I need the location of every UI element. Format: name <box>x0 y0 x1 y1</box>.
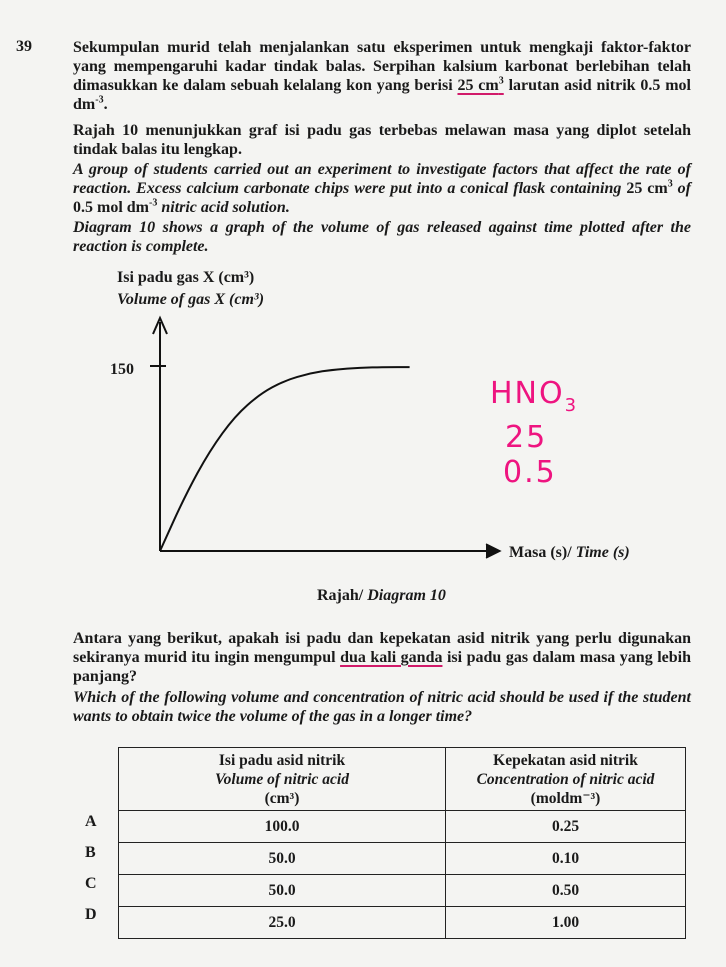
header-concentration: Kepekatan asid nitrik Concentration of nitric acid (moldm⁻³) <box>446 748 686 811</box>
concentration-cell: 0.10 <box>446 843 686 875</box>
concentration-cell: 1.00 <box>446 907 686 939</box>
handwritten-0-5: 0.5 <box>503 455 557 490</box>
table-row[interactable] <box>119 843 686 875</box>
option-label-a[interactable]: A <box>85 813 97 830</box>
volume-cell: 100.0 <box>119 811 446 843</box>
malay-rajah-text: Rajah 10 menunjukkan graf isi padu gas terbebas melawan masa yang diplot setelah tindak balas itu lengkap. <box>73 122 691 158</box>
volume-cell: 50.0 <box>119 843 446 875</box>
table-row[interactable] <box>119 875 686 907</box>
underlined-twice: dua kali ganda <box>340 649 443 666</box>
malay-intro: Sekumpulan murid telah menjalankan satu eksperimen untuk mengkaji faktor-faktor yang mempengaruhi kadar tindak balas. Serpihan kalsium karbonat berlebihan telah dimasukkan ke dalam sebuah kelalang kon yang berisi 25 $cm^3$ larutan asid nitrik 0.5 mol $dm^{-3}$. <box>73 39 692 113</box>
english-intro: A group of students carried out an experiment to investigate factors that affect the rate of reaction. Excess calcium carbonate chips were put into a conical flask containing 25 $cm^3$ of 0.5 mol $dm^{-3}$ nitric acid solution. <box>73 161 691 216</box>
option-label-b[interactable]: B <box>85 844 96 861</box>
options-table <box>118 747 686 939</box>
y-axis-label-english: Volume of gas X (cm³) <box>117 291 265 308</box>
question-number: 39 <box>16 38 32 55</box>
x-axis-arrow <box>486 544 500 558</box>
y-tick-150: 150 <box>110 361 134 378</box>
concentration-cell: 0.25 <box>446 811 686 843</box>
english-question: Which of the following volume and concentration of nitric acid should be used if the student wants to obtain twice the volume of the gas in a longer time? <box>73 689 691 725</box>
x-axis-label: Masa (s)/ Time (s) <box>509 544 630 561</box>
option-label-d[interactable]: D <box>85 906 97 923</box>
volume-cell: 50.0 <box>119 875 446 907</box>
handwritten-25: 25 <box>505 420 548 455</box>
volume-cell: 25.0 <box>119 907 446 939</box>
table-row[interactable] <box>119 907 686 939</box>
english-diagram-text: Diagram 10 shows a graph of the volume of gas released against time plotted after the reaction is complete. <box>73 219 691 255</box>
malay-question: Antara yang berikut, apakah isi padu dan kepekatan asid nitrik yang perlu digunakan sekiranya murid itu ingin mengumpul dua kali ganda isi padu gas dalam masa yang lebih panjang? <box>73 630 692 685</box>
option-label-c[interactable]: C <box>85 875 97 892</box>
concentration-cell: 0.50 <box>446 875 686 907</box>
diagram-caption: Rajah/ Diagram 10 <box>317 587 446 604</box>
y-axis-label-malay: Isi padu gas X (cm³) <box>117 269 255 286</box>
handwritten-hno: $HNO_3$ <box>490 376 579 416</box>
data-line-volume <box>160 367 410 551</box>
table-row[interactable] <box>119 811 686 843</box>
header-volume: Isi padu asid nitrik Volume of nitric acid (cm³) <box>119 748 446 811</box>
underlined-volume: 25 $cm^3$ <box>457 75 504 94</box>
